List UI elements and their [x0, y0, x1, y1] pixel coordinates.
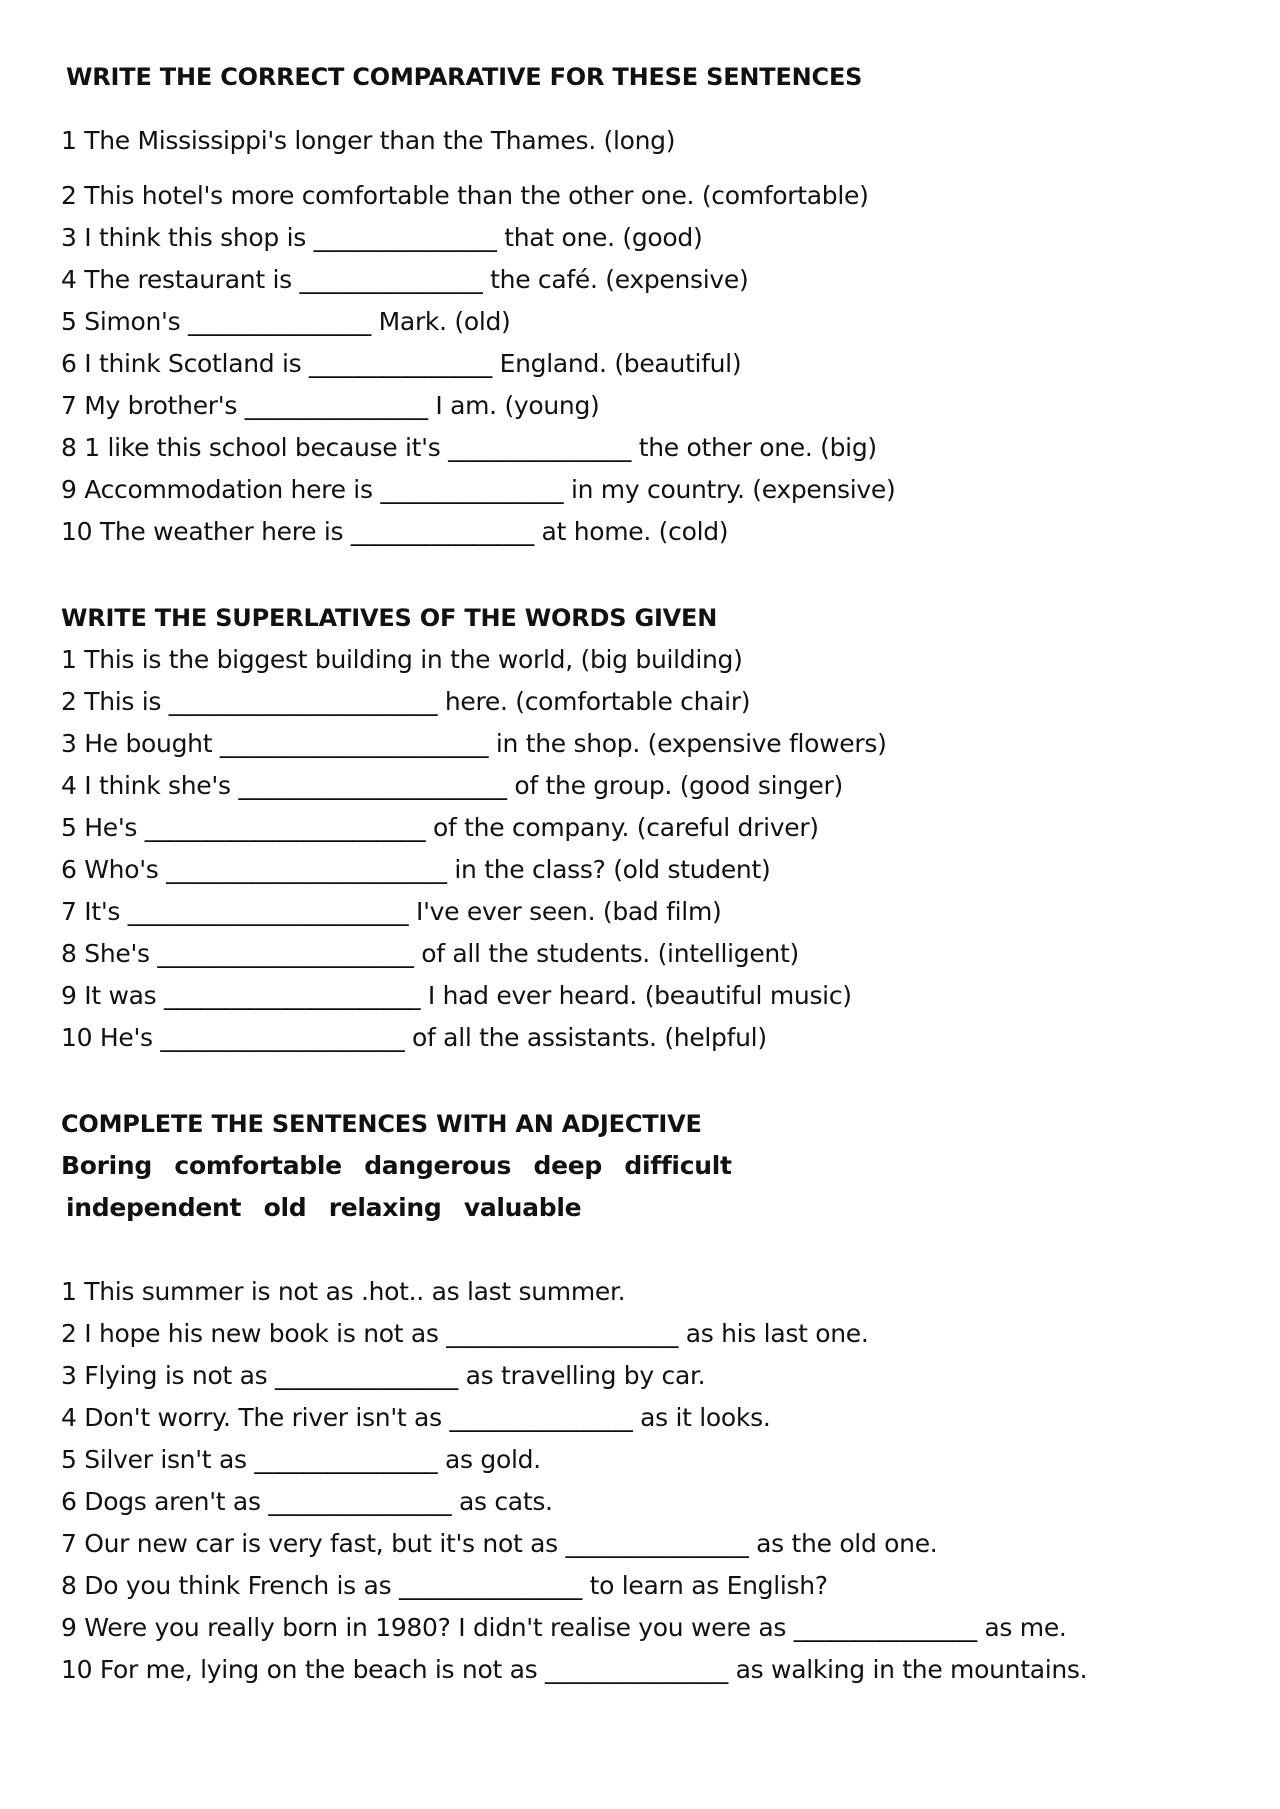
word-bank-line-1: Boring comfortable dangerous deep difficult [61, 1151, 732, 1180]
section3-item-9: 9 Were you really born in 1980? I didn't realise you were as _______________ as me. [61, 1613, 1067, 1642]
word-bank-line-2: independent old relaxing valuable [66, 1193, 582, 1222]
section3-heading: COMPLETE THE SENTENCES WITH AN ADJECTIVE [61, 1110, 702, 1138]
section1-item-4: 4 The restaurant is _______________ the café. (expensive) [61, 265, 749, 294]
section2-item-3: 3 He bought ______________________ in the shop. (expensive flowers) [61, 729, 887, 758]
section1-item-9: 9 Accommodation here is _______________ in my country. (expensive) [61, 475, 896, 504]
section1-item-3: 3 I think this shop is _______________ that one. (good) [61, 223, 703, 252]
section3-item-10: 10 For me, lying on the beach is not as _______________ as walking in the mountains. [61, 1655, 1088, 1684]
section2-item-4: 4 I think she's ______________________ of the group. (good singer) [61, 771, 843, 800]
section1-item-7: 7 My brother's _______________ I am. (young) [61, 391, 600, 420]
section1-item-2: 2 This hotel's more comfortable than the other one. (comfortable) [61, 181, 869, 210]
section3-item-4: 4 Don't worry. The river isn't as _______________ as it looks. [61, 1403, 771, 1432]
section1-item-8: 8 1 like this school because it's _______________ the other one. (big) [61, 433, 877, 462]
section2-item-2: 2 This is ______________________ here. (comfortable chair) [61, 687, 751, 716]
section2-item-6: 6 Who's _______________________ in the class? (old student) [61, 855, 771, 884]
section3-item-6: 6 Dogs aren't as _______________ as cats. [61, 1487, 553, 1516]
section2-item-10: 10 He's ____________________ of all the assistants. (helpful) [61, 1023, 767, 1052]
section1-item-1: 1 The Mississippi's longer than the Thames. (long) [61, 126, 676, 155]
section3-item-1: 1 This summer is not as .hot.. as last summer. [61, 1277, 626, 1306]
section3-item-3: 3 Flying is not as _______________ as travelling by car. [61, 1361, 706, 1390]
section1-heading: WRITE THE CORRECT COMPARATIVE FOR THESE SENTENCES [66, 63, 863, 91]
section2-item-7: 7 It's _______________________ I've ever seen. (bad film) [61, 897, 722, 926]
section3-item-8: 8 Do you think French is as _______________ to learn as English? [61, 1571, 828, 1600]
section3-item-7: 7 Our new car is very fast, but it's not as _______________ as the old one. [61, 1529, 938, 1558]
section2-heading: WRITE THE SUPERLATIVES OF THE WORDS GIVEN [61, 604, 718, 632]
section2-item-9: 9 It was _____________________ I had ever heard. (beautiful music) [61, 981, 852, 1010]
section1-item-10: 10 The weather here is _______________ at home. (cold) [61, 517, 729, 546]
section2-item-8: 8 She's _____________________ of all the students. (intelligent) [61, 939, 799, 968]
section1-item-6: 6 I think Scotland is _______________ England. (beautiful) [61, 349, 742, 378]
section2-item-1: 1 This is the biggest building in the world, (big building) [61, 645, 743, 674]
section3-item-2: 2 I hope his new book is not as ___________________ as his last one. [61, 1319, 869, 1348]
section2-item-5: 5 He's _______________________ of the company. (careful driver) [61, 813, 819, 842]
section3-item-5: 5 Silver isn't as _______________ as gold. [61, 1445, 541, 1474]
section1-item-5: 5 Simon's _______________ Mark. (old) [61, 307, 511, 336]
